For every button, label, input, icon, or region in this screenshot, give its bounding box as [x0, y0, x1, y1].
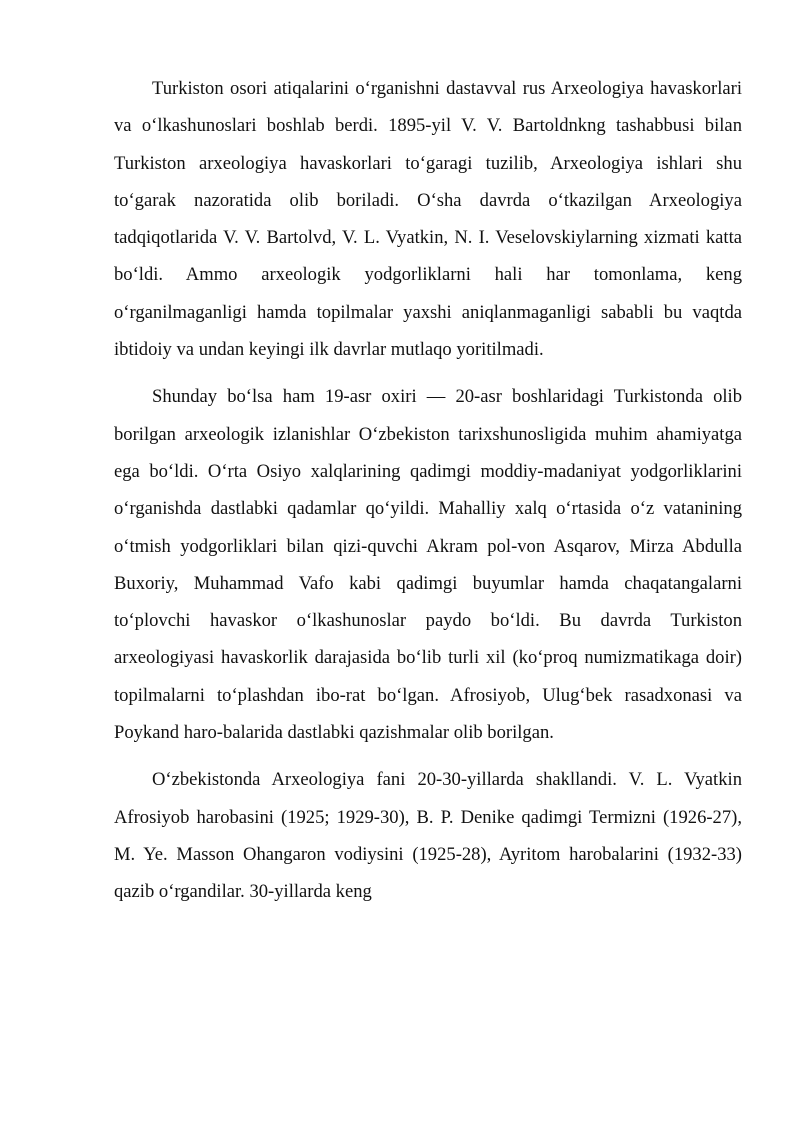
- paragraph-1: Turkiston osori atiqalarini o‘rganishni dastavval rus Arxeologiya havaskorlari va o‘lkashunoslari boshlab berdi. 1895-yil V. V. Bartoldnkng tashabbusi bilan Turkiston arxeologiya havaskorlari to‘garagi tuzilib, Arxeologiya ishlari shu to‘garak nazoratida olib boriladi. O‘sha davrda o‘tkazilgan Arxeologiya tadqiqotlarida V. V. Bartolvd, V. L. Vyatkin, N. I. Veselovskiylarning xizmati katta bo‘ldi. Ammo arxeologik yodgorliklarni hali har tomonlama, keng o‘rganilmaganligi hamda topilmalar yaxshi aniqlanmaganligi sababli bu vaqtda ibtidoiy va undan keyingi ilk davrlar mutlaqo yoritilmadi.: [114, 78, 742, 361]
- paragraph-2: Shunday bo‘lsa ham 19-asr oxiri — 20-asr boshlaridagi Turkistonda olib borilgan arxeologik izlanishlar O‘zbekiston tarixshunosligida muhim ahamiyatga ega bo‘ldi. O‘rta Osiyo xalqlarining qadimgi moddiy-madaniyat yodgorliklarini o‘rganishda dastlabki qadamlar qo‘yildi. Mahalliy xalq o‘rtasida o‘z vatanining o‘tmish yodgorliklari bilan qizi-quvchi Akram pol-von Asqarov, Mirza Abdulla Buxoriy, Muhammad Vafo kabi qadimgi buyumlar hamda chaqatangalarni to‘plovchi havaskor o‘lkashunoslar paydo bo‘ldi. Bu davrda Turkiston arxeologiyasi havaskorlik darajasida bo‘lib turli xil (ko‘proq numizmatikaga doir) topilmalarni to‘plashdan ibo-rat bo‘lgan. Afrosiyob, Ulug‘bek rasadxonasi va Poykand haro-balarida dastlabki qazishmalar olib borilgan.: [114, 386, 742, 744]
- document-page: [114, 70, 742, 911]
- paragraph-3: O‘zbekistonda Arxeologiya fani 20-30-yillarda shakllandi. V. L. Vyatkin Afrosiyob harobasini (1925; 1929-30), B. P. Denike qadimgi Termizni (1926-27), M. Ye. Masson Ohangaron vodiysini (1925-28), Ayritom harobalarini (1932-33) qazib o‘rgandilar. 30-yillarda keng: [114, 769, 742, 903]
